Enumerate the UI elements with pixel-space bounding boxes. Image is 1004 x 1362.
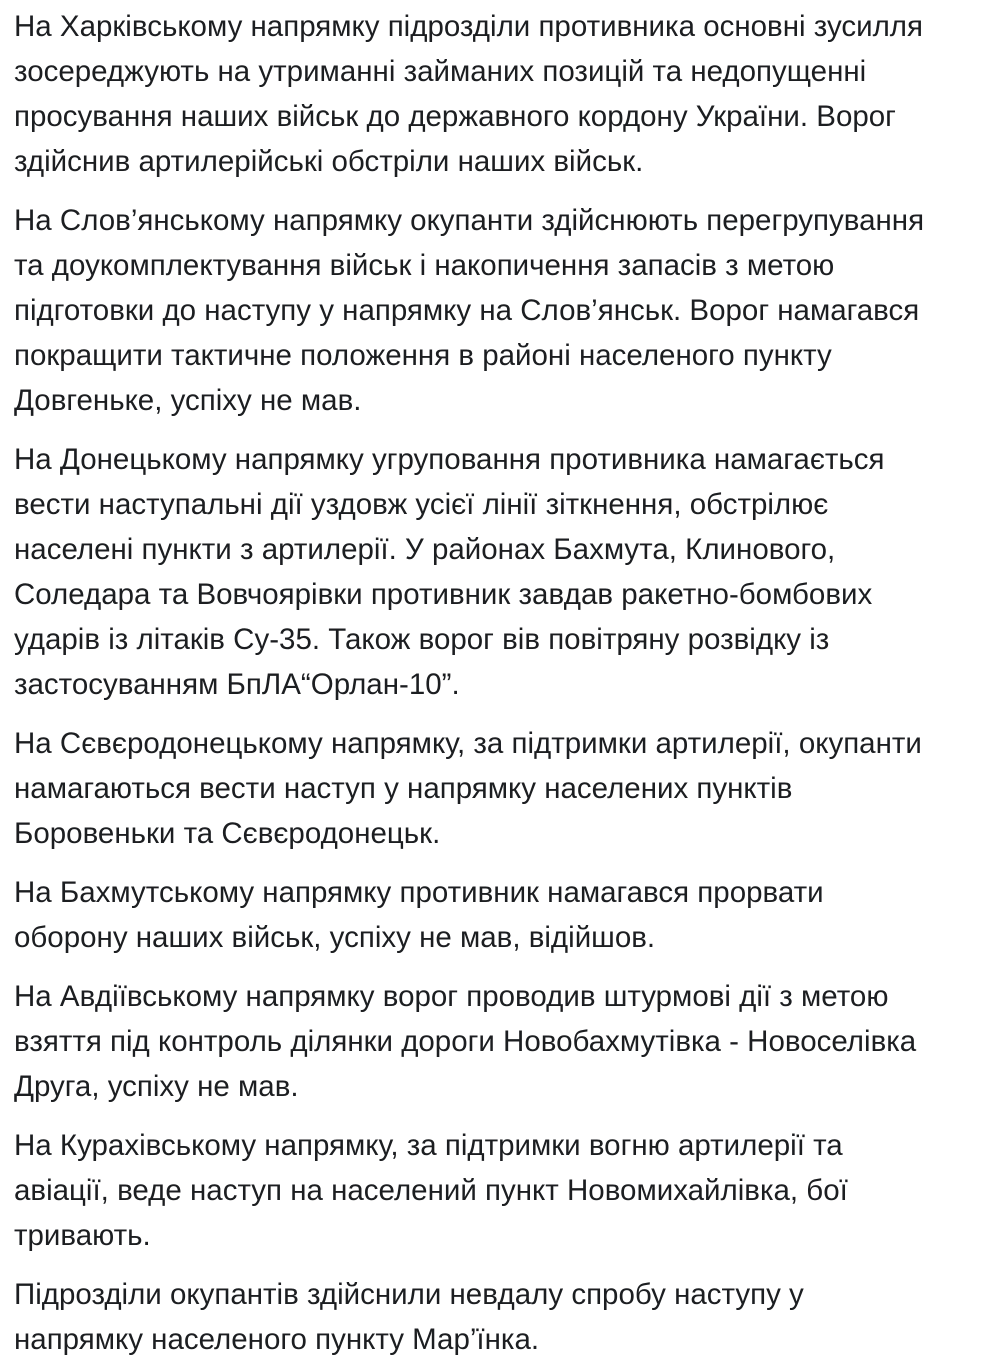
paragraph-kurakhove: [14, 1123, 990, 1258]
text-line: авіації, веде наступ на населений пункт Новомихайлівка, бої: [14, 1174, 848, 1207]
text-line: покращити тактичне положення в районі населеного пункту: [14, 339, 832, 372]
paragraph-kharkiv: [14, 4, 990, 184]
text-line: та доукомплектування військ і накопичення запасів з метою: [14, 249, 835, 282]
text-line: зосереджують на утриманні займаних позицій та недопущенні: [14, 55, 867, 88]
text-line: застосуванням БпЛА“Орлан-10”.: [14, 668, 460, 701]
text-line: На Авдіївському напрямку ворог проводив штурмові дії з метою: [14, 980, 889, 1013]
text-line: Боровеньки та Сєвєродонецьк.: [14, 817, 441, 850]
text-line: населені пункти з артилерії. У районах Бахмута, Клинового,: [14, 533, 836, 566]
text-line: На Курахівському напрямку, за підтримки вогню артилерії та: [14, 1129, 843, 1162]
text-line: просування наших військ до державного кордону України. Ворог: [14, 100, 896, 133]
text-line: Друга, успіху не мав.: [14, 1070, 299, 1103]
text-line: намагаються вести наступ у напрямку населених пунктів: [14, 772, 793, 805]
text-line: Довгеньке, успіху не мав.: [14, 384, 362, 417]
text-line: напрямку населеного пункту Мар’їнка.: [14, 1323, 540, 1356]
text-line: взяття під контроль ділянки дороги Новобахмутівка - Новоселівка: [14, 1025, 917, 1058]
paragraph-avdiivka: [14, 974, 990, 1109]
text-line: здійснив артилерійські обстріли наших військ.: [14, 145, 644, 178]
text-line: На Донецькому напрямку угруповання противника намагається: [14, 443, 885, 476]
text-line: Підрозділи окупантів здійснили невдалу спробу наступу у: [14, 1278, 804, 1311]
text-line: На Харківському напрямку підрозділи противника основні зусилля: [14, 10, 923, 43]
text-line: На Бахмутському напрямку противник намагався прорвати: [14, 876, 824, 909]
paragraph-marinka: [14, 1272, 990, 1362]
paragraph-bakhmut: [14, 870, 990, 960]
text-line: оборону наших військ, успіху не мав, відійшов.: [14, 921, 656, 954]
text-line: Соледара та Вовчоярівки противник завдав ракетно-бомбових: [14, 578, 873, 611]
paragraph-sloviansk: [14, 198, 990, 423]
text-line: На Слов’янському напрямку окупанти здійснюють перегрупування: [14, 204, 925, 237]
text-line: На Сєвєродонецькому напрямку, за підтримки артилерії, окупанти: [14, 727, 922, 760]
text-line: вести наступальні дії уздовж усієї лінії зіткнення, обстрілює: [14, 488, 829, 521]
text-line: тривають.: [14, 1219, 151, 1252]
paragraph-donetsk: [14, 437, 990, 707]
text-line: підготовки до наступу у напрямку на Слов’янськ. Ворог намагався: [14, 294, 920, 327]
text-line: ударів із літаків Су-35. Також ворог вів повітряну розвідку із: [14, 623, 830, 656]
paragraph-sievierodonetsk: [14, 721, 990, 856]
